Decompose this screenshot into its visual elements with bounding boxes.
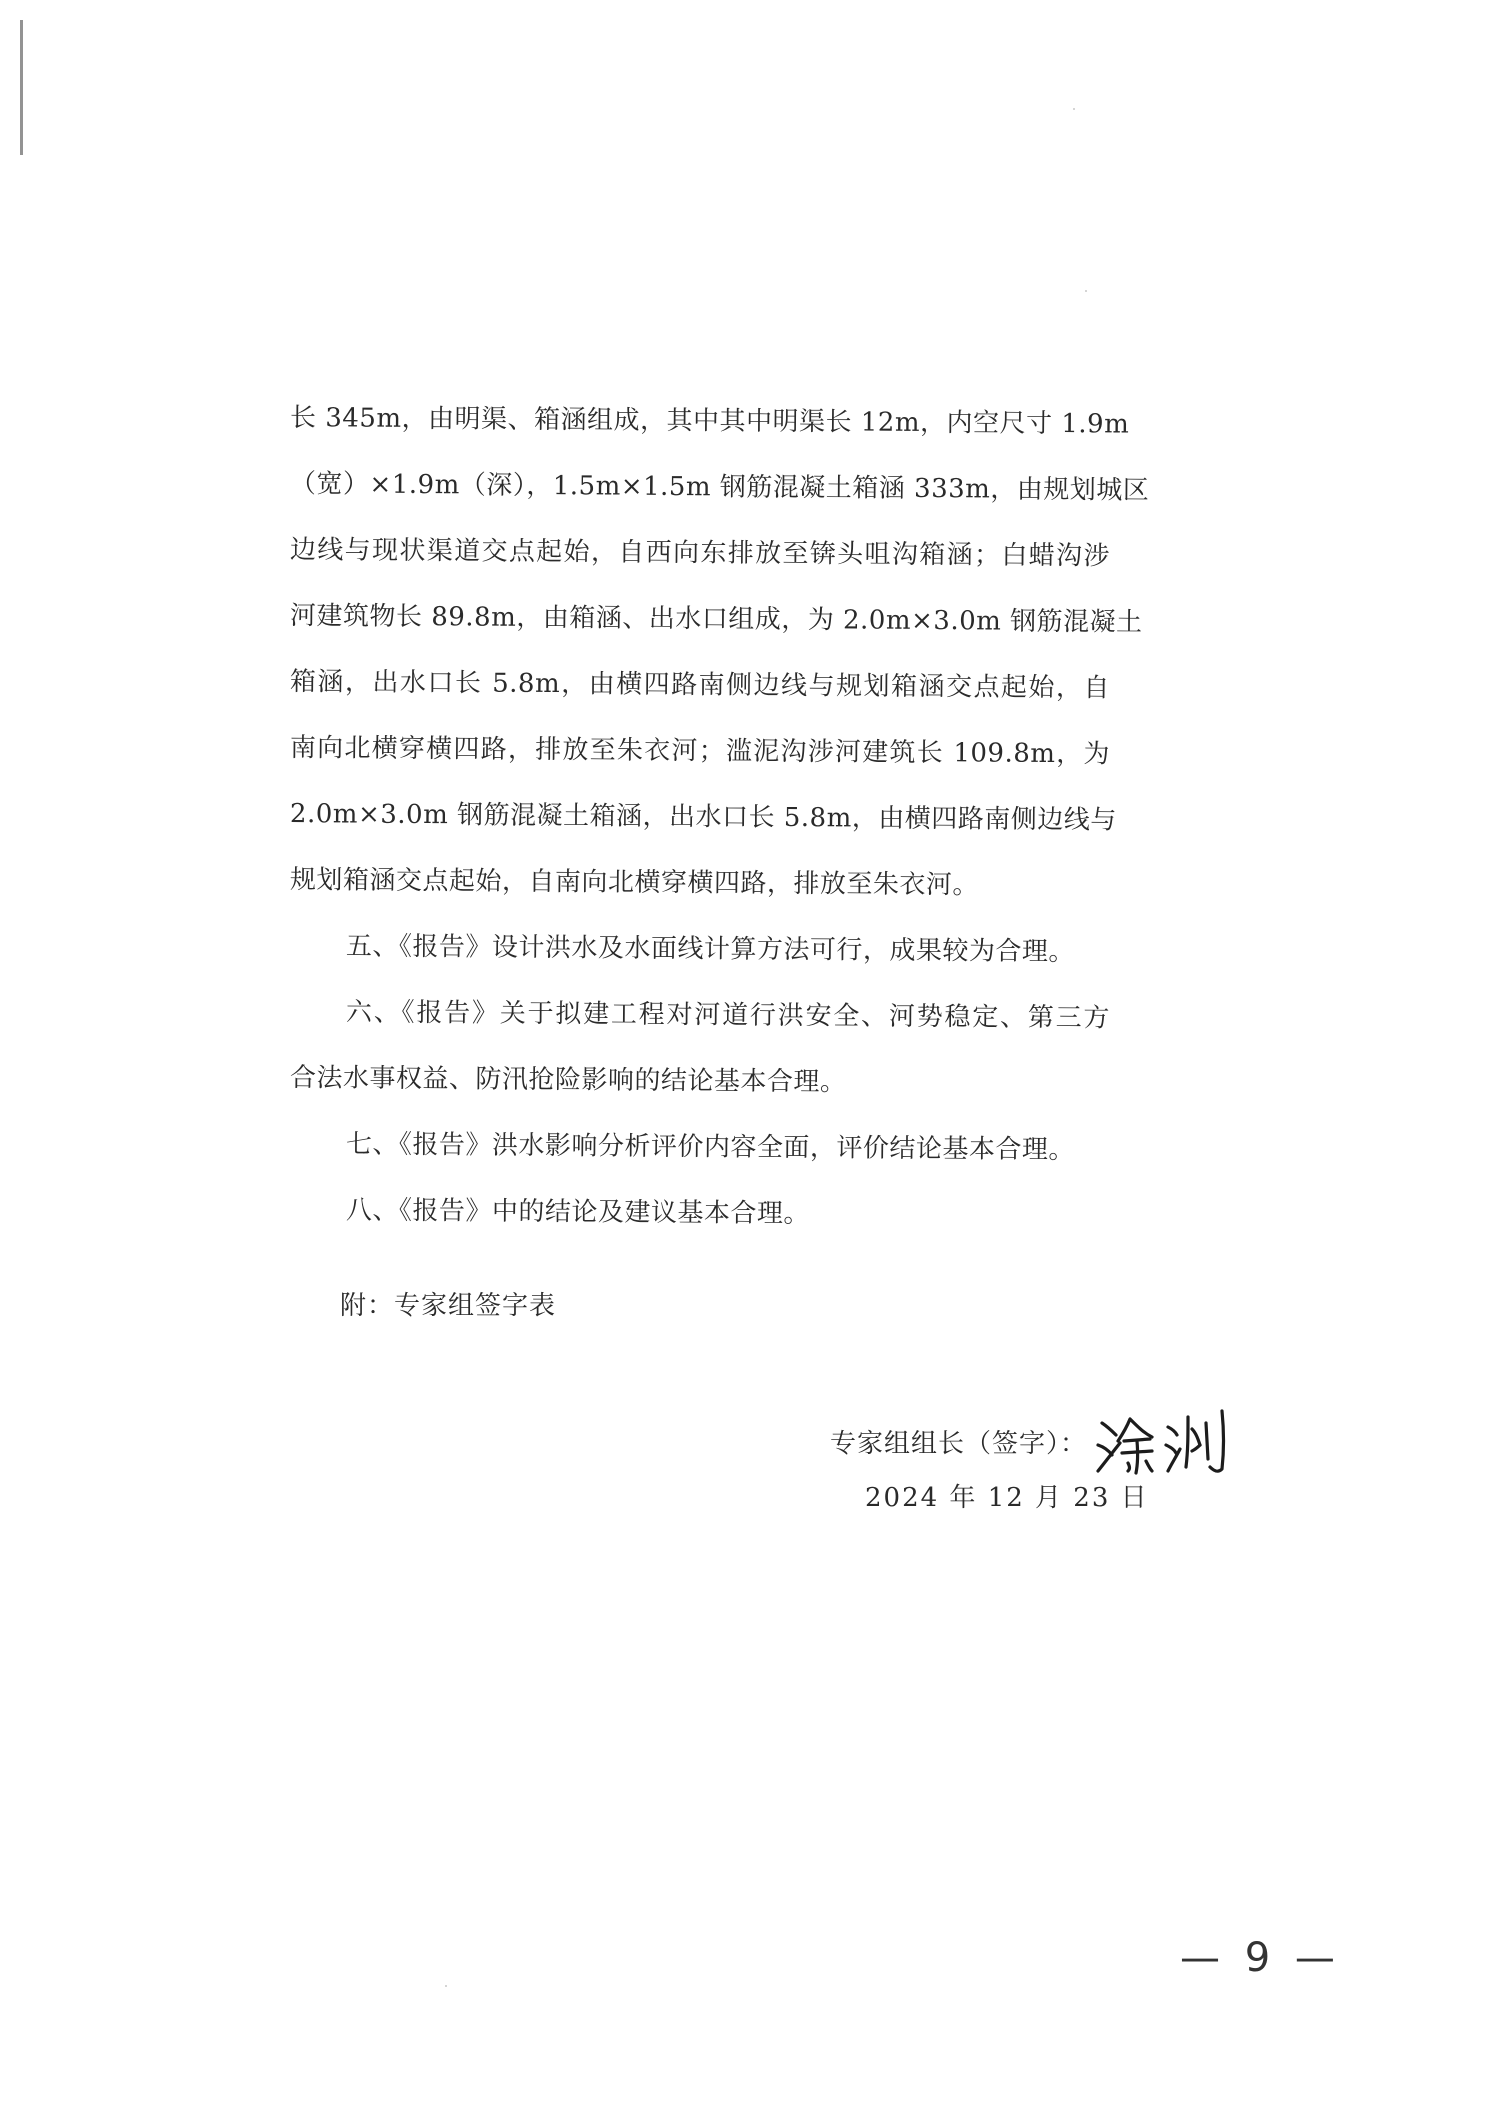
paragraph-line: 2.0m×3.0m 钢筋混凝土箱涵，出水口长 5.8m，由横四路南侧边线与 bbox=[289, 799, 1117, 836]
paragraph-line: （宽）×1.9m（深），1.5m×1.5m 钢筋混凝土箱涵 333m，由规划城区 bbox=[289, 469, 1150, 506]
handwritten-signature bbox=[1092, 1405, 1237, 1477]
paragraph-line: 长 345m，由明渠、箱涵组成，其中其中明渠长 12m，内空尺寸 1.9m bbox=[289, 403, 1130, 440]
paragraph-line: 规划箱涵交点起始，自南向北横穿横四路，排放至朱衣河。 bbox=[289, 865, 980, 901]
conclusion-item-7: 七、《报告》洪水影响分析评价内容全面，评价结论基本合理。 bbox=[345, 1129, 1076, 1166]
conclusion-item-6-continued: 合法水事权益、防汛抢险影响的结论基本合理。 bbox=[289, 1063, 847, 1098]
scan-speck bbox=[1085, 290, 1087, 292]
scan-edge-mark bbox=[20, 20, 23, 155]
signature-label: 专家组组长（签字）： bbox=[830, 1429, 1088, 1459]
paragraph-line: 南向北横穿横四路，排放至朱衣河；滥泥沟涉河建筑长 109.8m，为 bbox=[289, 733, 1111, 770]
conclusion-item-6: 六、《报告》关于拟建工程对河道行洪安全、河势稳定、第三方 bbox=[345, 997, 1111, 1034]
conclusion-item-5: 五、《报告》设计洪水及水面线计算方法可行，成果较为合理。 bbox=[345, 931, 1076, 968]
paragraph-line: 河建筑物长 89.8m，由箱涵、出水口组成，为 2.0m×3.0m 钢筋混凝土 bbox=[289, 601, 1143, 638]
scan-speck bbox=[1073, 108, 1075, 110]
conclusion-item-8: 八、《报告》中的结论及建议基本合理。 bbox=[345, 1195, 811, 1230]
scan-speck bbox=[445, 1985, 447, 1987]
paragraph-line: 边线与现状渠道交点起始，自西向东排放至锛头咀沟箱涵；白蜡沟涉 bbox=[289, 535, 1111, 572]
signature-block bbox=[830, 1405, 1250, 1485]
signing-date: 2024 年 12 月 23 日 bbox=[865, 1483, 1149, 1513]
body-text bbox=[289, 385, 1150, 1243]
attachment-note: 附：专家组签字表 bbox=[340, 1291, 557, 1321]
paragraph-line: 箱涵，出水口长 5.8m，由横四路南侧边线与规划箱涵交点起始，自 bbox=[289, 667, 1111, 704]
page-number: — 9 — bbox=[1180, 1935, 1341, 1981]
